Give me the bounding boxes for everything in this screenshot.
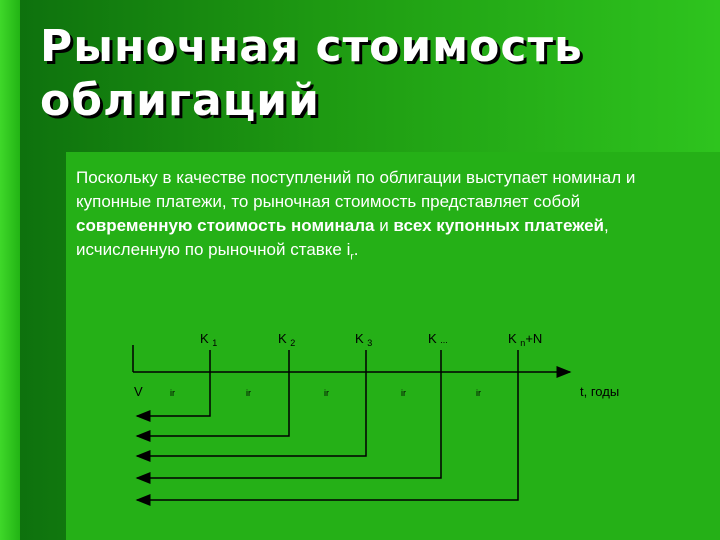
rate-label-4: ir bbox=[401, 388, 406, 398]
title-line-2: облигаций bbox=[40, 75, 320, 126]
rate-label-3: ir bbox=[324, 388, 329, 398]
discount-path-3 bbox=[137, 372, 366, 456]
title-line-1: Рыночная стоимость bbox=[40, 21, 583, 72]
k-label-3: K $_3$ bbox=[355, 331, 373, 348]
rate-label-1: ir bbox=[170, 388, 175, 398]
para-subscript: r bbox=[350, 251, 354, 263]
k-label-2: K $_2$ bbox=[278, 331, 296, 348]
v-label: V bbox=[134, 384, 143, 399]
axis-label: t, годы bbox=[580, 384, 620, 399]
rate-label-5: ir bbox=[476, 388, 481, 398]
para-text-2: и bbox=[374, 216, 394, 235]
k-label-4: K ... bbox=[428, 331, 448, 346]
discount-path-2 bbox=[137, 372, 289, 436]
para-text-3: , исчисленную по рыночной ставке i bbox=[76, 216, 609, 259]
para-bold-1: современную стоимость номинала bbox=[76, 216, 375, 235]
para-bold-2: всех купонных платежей bbox=[393, 216, 604, 235]
para-text-4: . bbox=[353, 240, 359, 259]
para-text-1: Поскольку в качестве поступлений по облигации выступает номинал и купонные платежи, то рыночная стоимость представляет собой bbox=[76, 168, 636, 211]
rate-label-2: ir bbox=[246, 388, 251, 398]
k-label-5: K $_n$+N bbox=[508, 331, 543, 348]
k-label-1: K $_1$ bbox=[200, 331, 218, 348]
